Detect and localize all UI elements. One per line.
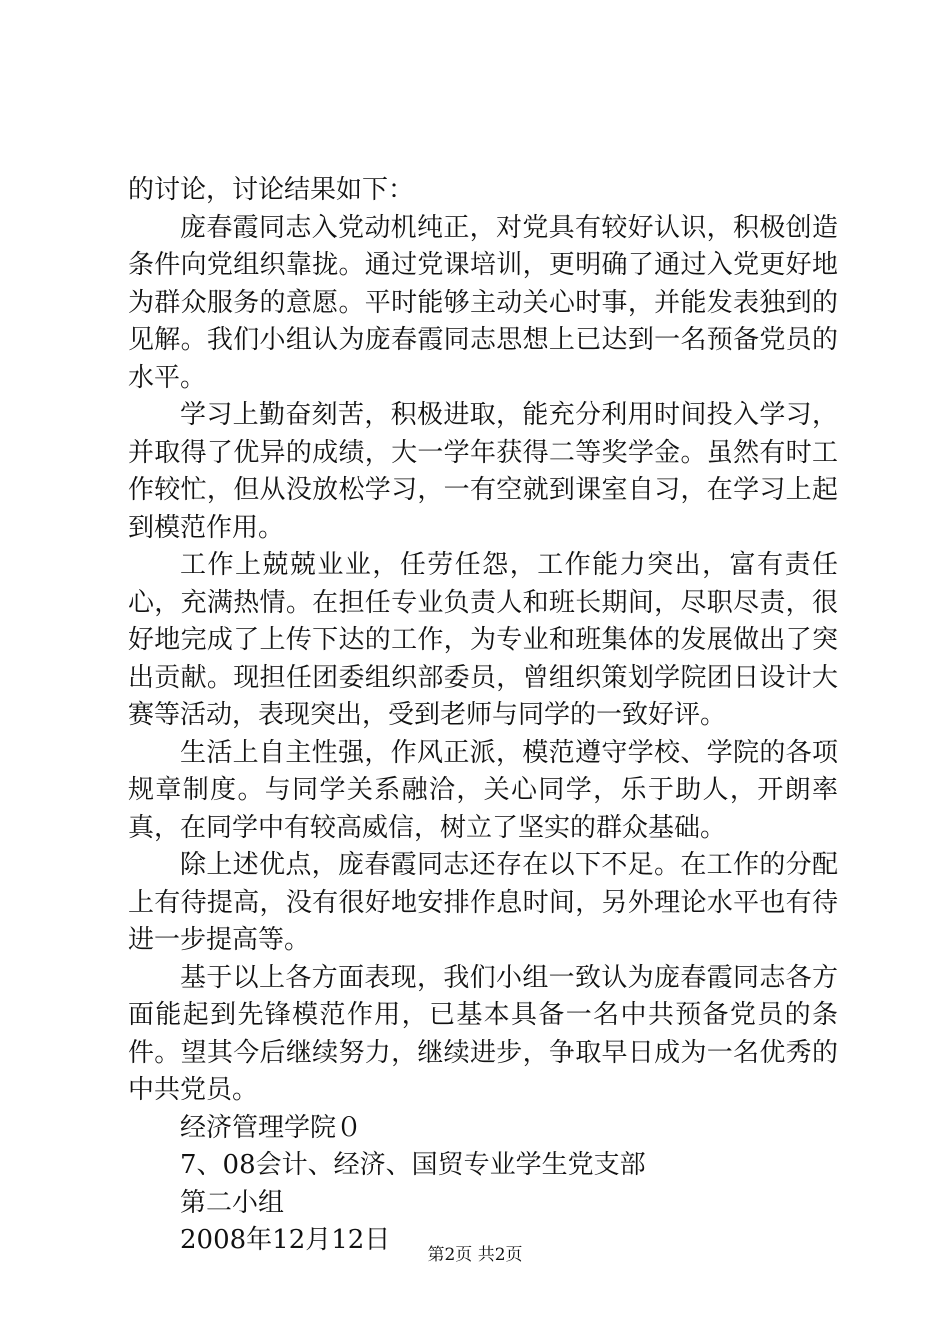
document-body [128,172,838,1260]
paragraph-life: 生活上自主性强，作风正派，模范遵守学校、学院的各项规章制度。与同学关系融洽，关心同学，乐于助人，开朗率真，在同学中有较高威信，树立了坚实的群众基础。 [128,737,838,843]
paragraph-study: 学习上勤奋刻苦，积极进取，能充分利用时间投入学习，并取得了优异的成绩，大一学年获得二等奖学金。虽然有时工作较忙，但从没放松学习，一有空就到课室自习，在学习上起到模范作用。 [128,400,838,543]
paragraph-conclusion: 基于以上各方面表现，我们小组一致认为庞春霞同志各方面能起到先锋模范作用，已基本具备一名中共预备党员的条件。望其今后继续努力，继续进步，争取早日成为一名优秀的中共党员。 [128,962,838,1105]
signature-group: 第二小组 [180,1187,285,1218]
paragraph-motivation: 庞春霞同志入党动机纯正，对党具有较好认识，积极创造条件向党组织靠拢。通过党课培训，更明确了通过入党更好地为群众服务的意愿。平时能够主动关心时事，并能发表独到的见解。我们小组认为庞春霞同志思想上已达到一名预备党员的水平。 [128,212,838,393]
signature-date: 2008年12月12日 [180,1225,391,1255]
signature-block [128,1110,838,1260]
paragraph-shortcomings: 除上述优点，庞春霞同志还存在以下不足。在工作的分配上有待提高，没有很好地安排作息时间，另外理论水平也有待进一步提高等。 [128,850,838,955]
signature-college: 经济管理学院０ [180,1112,363,1143]
page-footer: 第2页 共2页 [427,1245,523,1265]
signature-party-branch: 7、08会计、经济、国贸专业学生党支部 [180,1150,646,1180]
paragraph-intro: 的讨论，讨论结果如下： [128,175,415,205]
paragraph-work: 工作上兢兢业业，任劳任怨，工作能力突出，富有责任心，充满热情。在担任专业负责人和班长期间，尽职尽责，很好地完成了上传下达的工作，为专业和班集体的发展做出了突出贡献。现担任团委组织部委员，曾组织策划学院团日设计大赛等活动，表现突出，受到老师与同学的一致好评。 [128,550,838,730]
